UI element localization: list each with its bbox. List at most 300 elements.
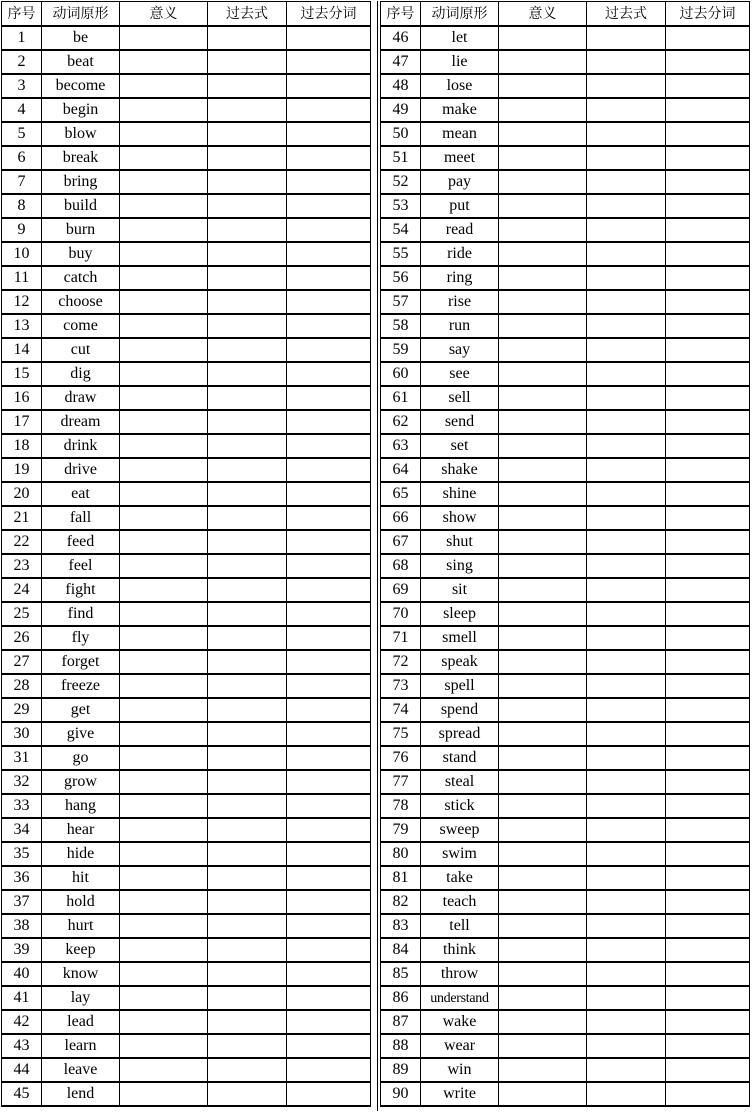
past-tense-cell[interactable]: [208, 530, 287, 554]
meaning-cell[interactable]: [120, 362, 208, 386]
past-tense-cell[interactable]: [587, 890, 666, 914]
past-participle-cell[interactable]: [666, 434, 750, 458]
past-participle-cell[interactable]: [666, 122, 750, 146]
past-tense-cell[interactable]: [208, 674, 287, 698]
meaning-cell[interactable]: [499, 674, 587, 698]
meaning-cell[interactable]: [120, 890, 208, 914]
past-participle-cell[interactable]: [666, 554, 750, 578]
past-tense-cell[interactable]: [208, 578, 287, 602]
past-participle-cell[interactable]: [287, 578, 371, 602]
past-tense-cell[interactable]: [587, 506, 666, 530]
past-tense-cell[interactable]: [587, 50, 666, 74]
past-tense-cell[interactable]: [208, 1058, 287, 1082]
past-participle-cell[interactable]: [666, 146, 750, 170]
past-tense-cell[interactable]: [587, 242, 666, 266]
meaning-cell[interactable]: [120, 506, 208, 530]
table-row: [381, 626, 750, 650]
row-number: 53: [381, 194, 421, 218]
meaning-cell[interactable]: [120, 1058, 208, 1082]
past-participle-cell[interactable]: [666, 242, 750, 266]
past-participle-cell[interactable]: [287, 314, 371, 338]
past-participle-cell[interactable]: [666, 890, 750, 914]
past-participle-cell[interactable]: [666, 50, 750, 74]
past-tense-cell[interactable]: [208, 842, 287, 866]
meaning-cell[interactable]: [120, 1034, 208, 1058]
past-participle-cell[interactable]: [666, 674, 750, 698]
past-participle-cell[interactable]: [666, 746, 750, 770]
past-tense-cell[interactable]: [208, 962, 287, 986]
meaning-cell[interactable]: [499, 194, 587, 218]
past-tense-cell[interactable]: [208, 1082, 287, 1106]
past-tense-cell[interactable]: [208, 746, 287, 770]
meaning-cell[interactable]: [499, 866, 587, 890]
past-participle-cell[interactable]: [287, 842, 371, 866]
meaning-cell[interactable]: [499, 482, 587, 506]
meaning-cell[interactable]: [499, 794, 587, 818]
meaning-cell[interactable]: [120, 482, 208, 506]
meaning-cell[interactable]: [499, 458, 587, 482]
past-participle-cell[interactable]: [666, 818, 750, 842]
table-row: [2, 1010, 371, 1034]
table-row: [381, 554, 750, 578]
meaning-cell[interactable]: [499, 842, 587, 866]
past-participle-cell[interactable]: [666, 506, 750, 530]
past-participle-cell[interactable]: [287, 602, 371, 626]
past-participle-cell[interactable]: [666, 314, 750, 338]
past-tense-cell[interactable]: [587, 314, 666, 338]
meaning-cell[interactable]: [499, 746, 587, 770]
past-tense-cell[interactable]: [208, 146, 287, 170]
past-tense-cell[interactable]: [587, 722, 666, 746]
meaning-cell[interactable]: [499, 722, 587, 746]
meaning-cell[interactable]: [499, 1034, 587, 1058]
meaning-cell[interactable]: [120, 674, 208, 698]
table-row: [381, 602, 750, 626]
past-tense-cell[interactable]: [208, 50, 287, 74]
verb-text: win: [447, 1061, 472, 1078]
row-number: 81: [381, 866, 421, 890]
past-tense-cell[interactable]: [587, 866, 666, 890]
past-tense-cell[interactable]: [587, 98, 666, 122]
past-participle-cell[interactable]: [287, 770, 371, 794]
meaning-cell[interactable]: [499, 386, 587, 410]
past-participle-cell[interactable]: [287, 26, 371, 50]
meaning-cell[interactable]: [120, 122, 208, 146]
past-tense-cell[interactable]: [208, 482, 287, 506]
past-participle-cell[interactable]: [287, 626, 371, 650]
meaning-cell[interactable]: [120, 842, 208, 866]
past-tense-cell[interactable]: [208, 242, 287, 266]
past-tense-cell[interactable]: [208, 1034, 287, 1058]
past-tense-cell[interactable]: [587, 626, 666, 650]
past-tense-cell[interactable]: [208, 26, 287, 50]
meaning-cell[interactable]: [499, 338, 587, 362]
verb-base-form: [421, 818, 499, 842]
meaning-cell[interactable]: [499, 554, 587, 578]
meaning-cell[interactable]: [499, 530, 587, 554]
past-participle-cell[interactable]: [287, 98, 371, 122]
meaning-cell[interactable]: [120, 218, 208, 242]
meaning-cell[interactable]: [120, 818, 208, 842]
past-tense-cell[interactable]: [587, 74, 666, 98]
meaning-cell[interactable]: [499, 650, 587, 674]
past-participle-cell[interactable]: [666, 794, 750, 818]
row-number: 67: [381, 530, 421, 554]
past-participle-cell[interactable]: [287, 290, 371, 314]
past-participle-cell[interactable]: [287, 170, 371, 194]
past-participle-cell[interactable]: [287, 914, 371, 938]
meaning-cell[interactable]: [120, 650, 208, 674]
past-participle-cell[interactable]: [666, 170, 750, 194]
past-participle-cell[interactable]: [666, 866, 750, 890]
meaning-cell[interactable]: [120, 386, 208, 410]
past-tense-cell[interactable]: [208, 794, 287, 818]
meaning-cell[interactable]: [120, 698, 208, 722]
table-row: [2, 842, 371, 866]
past-tense-cell[interactable]: [208, 74, 287, 98]
past-participle-cell[interactable]: [287, 122, 371, 146]
meaning-cell[interactable]: [120, 74, 208, 98]
meaning-cell[interactable]: [120, 914, 208, 938]
meaning-cell[interactable]: [499, 938, 587, 962]
past-participle-cell[interactable]: [287, 1010, 371, 1034]
past-tense-cell[interactable]: [587, 962, 666, 986]
past-participle-cell[interactable]: [666, 1058, 750, 1082]
meaning-cell[interactable]: [120, 578, 208, 602]
meaning-cell[interactable]: [499, 74, 587, 98]
meaning-cell[interactable]: [120, 626, 208, 650]
meaning-cell[interactable]: [120, 1010, 208, 1034]
past-tense-cell[interactable]: [587, 1010, 666, 1034]
meaning-cell[interactable]: [499, 218, 587, 242]
past-participle-cell[interactable]: [287, 506, 371, 530]
meaning-cell[interactable]: [120, 554, 208, 578]
past-participle-cell[interactable]: [666, 842, 750, 866]
past-tense-cell[interactable]: [587, 1058, 666, 1082]
meaning-cell[interactable]: [499, 626, 587, 650]
past-tense-cell[interactable]: [208, 338, 287, 362]
meaning-cell[interactable]: [120, 290, 208, 314]
past-tense-cell[interactable]: [208, 914, 287, 938]
past-tense-cell[interactable]: [208, 890, 287, 914]
past-participle-cell[interactable]: [666, 722, 750, 746]
past-participle-cell[interactable]: [287, 698, 371, 722]
past-tense-cell[interactable]: [587, 818, 666, 842]
past-participle-cell[interactable]: [287, 794, 371, 818]
meaning-cell[interactable]: [499, 914, 587, 938]
meaning-cell[interactable]: [499, 770, 587, 794]
past-participle-cell[interactable]: [666, 218, 750, 242]
past-tense-cell[interactable]: [208, 98, 287, 122]
meaning-cell[interactable]: [120, 50, 208, 74]
past-participle-cell[interactable]: [287, 554, 371, 578]
past-tense-cell[interactable]: [587, 170, 666, 194]
past-participle-cell[interactable]: [666, 98, 750, 122]
past-participle-cell[interactable]: [287, 962, 371, 986]
past-participle-cell[interactable]: [666, 650, 750, 674]
header-verb: 动词原形: [42, 2, 120, 27]
past-participle-cell[interactable]: [287, 530, 371, 554]
row-number: 73: [381, 674, 421, 698]
past-tense-cell[interactable]: [587, 530, 666, 554]
past-tense-cell[interactable]: [587, 938, 666, 962]
past-tense-cell[interactable]: [587, 554, 666, 578]
past-tense-cell[interactable]: [587, 386, 666, 410]
past-participle-cell[interactable]: [287, 674, 371, 698]
past-participle-cell[interactable]: [666, 74, 750, 98]
past-tense-cell[interactable]: [208, 122, 287, 146]
past-participle-cell[interactable]: [287, 74, 371, 98]
meaning-cell[interactable]: [120, 194, 208, 218]
meaning-cell[interactable]: [499, 506, 587, 530]
past-tense-cell[interactable]: [208, 290, 287, 314]
meaning-cell[interactable]: [120, 602, 208, 626]
past-participle-cell[interactable]: [666, 410, 750, 434]
past-tense-cell[interactable]: [587, 746, 666, 770]
meaning-cell[interactable]: [499, 986, 587, 1010]
meaning-cell[interactable]: [120, 722, 208, 746]
past-participle-cell[interactable]: [666, 770, 750, 794]
past-participle-cell[interactable]: [287, 890, 371, 914]
past-tense-cell[interactable]: [208, 602, 287, 626]
past-tense-cell[interactable]: [587, 986, 666, 1010]
past-tense-cell[interactable]: [208, 626, 287, 650]
meaning-cell[interactable]: [120, 98, 208, 122]
past-tense-cell[interactable]: [208, 218, 287, 242]
past-tense-cell[interactable]: [208, 770, 287, 794]
meaning-cell[interactable]: [120, 146, 208, 170]
meaning-cell[interactable]: [499, 698, 587, 722]
past-participle-cell[interactable]: [287, 146, 371, 170]
past-participle-cell[interactable]: [287, 650, 371, 674]
past-tense-cell[interactable]: [208, 314, 287, 338]
verb-text: eat: [71, 485, 90, 502]
meaning-cell[interactable]: [120, 170, 208, 194]
past-participle-cell[interactable]: [287, 1034, 371, 1058]
past-participle-cell[interactable]: [287, 722, 371, 746]
past-participle-cell[interactable]: [666, 1010, 750, 1034]
verb-base-form: [42, 938, 120, 962]
past-participle-cell[interactable]: [287, 386, 371, 410]
past-tense-cell[interactable]: [208, 506, 287, 530]
meaning-cell[interactable]: [499, 1058, 587, 1082]
past-participle-cell[interactable]: [666, 578, 750, 602]
past-tense-cell[interactable]: [587, 482, 666, 506]
verb-base-form: [42, 290, 120, 314]
meaning-cell[interactable]: [120, 770, 208, 794]
past-tense-cell[interactable]: [587, 698, 666, 722]
meaning-cell[interactable]: [499, 1010, 587, 1034]
past-tense-cell[interactable]: [587, 1082, 666, 1106]
past-participle-cell[interactable]: [666, 1034, 750, 1058]
table-row: [2, 74, 371, 98]
past-tense-cell[interactable]: [587, 410, 666, 434]
past-tense-cell[interactable]: [587, 1034, 666, 1058]
past-participle-cell[interactable]: [666, 362, 750, 386]
meaning-cell[interactable]: [120, 266, 208, 290]
past-tense-cell[interactable]: [208, 986, 287, 1010]
past-tense-cell[interactable]: [208, 866, 287, 890]
past-tense-cell[interactable]: [208, 650, 287, 674]
meaning-cell[interactable]: [120, 410, 208, 434]
past-tense-cell[interactable]: [208, 386, 287, 410]
meaning-cell[interactable]: [499, 290, 587, 314]
past-tense-cell[interactable]: [587, 770, 666, 794]
past-participle-cell[interactable]: [666, 914, 750, 938]
verb-text: cut: [70, 341, 91, 358]
meaning-cell[interactable]: [499, 266, 587, 290]
past-participle-cell[interactable]: [287, 458, 371, 482]
past-tense-cell[interactable]: [587, 602, 666, 626]
past-participle-cell[interactable]: [287, 410, 371, 434]
past-participle-cell[interactable]: [287, 266, 371, 290]
meaning-cell[interactable]: [499, 98, 587, 122]
verb-text: break: [62, 149, 99, 166]
meaning-cell[interactable]: [499, 314, 587, 338]
past-tense-cell[interactable]: [587, 194, 666, 218]
row-number: 31: [2, 746, 42, 770]
past-participle-cell[interactable]: [287, 338, 371, 362]
past-tense-cell[interactable]: [587, 650, 666, 674]
past-tense-cell[interactable]: [587, 122, 666, 146]
verb-base-form: [421, 746, 499, 770]
verb-text: wake: [442, 1013, 477, 1030]
past-tense-cell[interactable]: [587, 146, 666, 170]
meaning-cell[interactable]: [120, 314, 208, 338]
table-row: [2, 386, 371, 410]
past-participle-cell[interactable]: [666, 266, 750, 290]
past-tense-cell[interactable]: [208, 410, 287, 434]
past-tense-cell[interactable]: [208, 194, 287, 218]
past-participle-cell[interactable]: [666, 698, 750, 722]
verb-base-form: [42, 698, 120, 722]
past-tense-cell[interactable]: [587, 914, 666, 938]
past-tense-cell[interactable]: [208, 1010, 287, 1034]
table-row: [2, 578, 371, 602]
past-tense-cell[interactable]: [587, 578, 666, 602]
past-tense-cell[interactable]: [208, 818, 287, 842]
past-tense-cell[interactable]: [208, 938, 287, 962]
meaning-cell[interactable]: [120, 962, 208, 986]
past-participle-cell[interactable]: [287, 1058, 371, 1082]
meaning-cell[interactable]: [499, 26, 587, 50]
meaning-cell[interactable]: [499, 962, 587, 986]
meaning-cell[interactable]: [499, 434, 587, 458]
meaning-cell[interactable]: [120, 866, 208, 890]
past-participle-cell[interactable]: [287, 986, 371, 1010]
past-participle-cell[interactable]: [287, 1082, 371, 1106]
meaning-cell[interactable]: [499, 578, 587, 602]
past-tense-cell[interactable]: [208, 722, 287, 746]
past-participle-cell[interactable]: [666, 290, 750, 314]
past-participle-cell[interactable]: [666, 26, 750, 50]
meaning-cell[interactable]: [499, 890, 587, 914]
meaning-cell[interactable]: [120, 458, 208, 482]
left-verb-table: [1, 1, 371, 1107]
past-participle-cell[interactable]: [666, 530, 750, 554]
past-participle-cell[interactable]: [287, 866, 371, 890]
meaning-cell[interactable]: [499, 1082, 587, 1106]
past-participle-cell[interactable]: [666, 194, 750, 218]
past-participle-cell[interactable]: [666, 938, 750, 962]
meaning-cell[interactable]: [499, 602, 587, 626]
past-tense-cell[interactable]: [587, 458, 666, 482]
meaning-cell[interactable]: [120, 434, 208, 458]
past-tense-cell[interactable]: [587, 218, 666, 242]
past-participle-cell[interactable]: [287, 938, 371, 962]
past-tense-cell[interactable]: [208, 554, 287, 578]
past-tense-cell[interactable]: [208, 434, 287, 458]
meaning-cell[interactable]: [499, 122, 587, 146]
past-participle-cell[interactable]: [666, 338, 750, 362]
past-tense-cell[interactable]: [587, 26, 666, 50]
past-tense-cell[interactable]: [208, 266, 287, 290]
past-participle-cell[interactable]: [666, 386, 750, 410]
past-tense-cell[interactable]: [208, 458, 287, 482]
meaning-cell[interactable]: [499, 146, 587, 170]
past-participle-cell[interactable]: [287, 482, 371, 506]
past-tense-cell[interactable]: [208, 362, 287, 386]
past-tense-cell[interactable]: [208, 170, 287, 194]
row-number: 47: [381, 50, 421, 74]
past-participle-cell[interactable]: [287, 818, 371, 842]
past-tense-cell[interactable]: [587, 674, 666, 698]
past-participle-cell[interactable]: [287, 194, 371, 218]
past-tense-cell[interactable]: [587, 842, 666, 866]
meaning-cell[interactable]: [499, 50, 587, 74]
past-participle-cell[interactable]: [666, 986, 750, 1010]
past-participle-cell[interactable]: [666, 962, 750, 986]
past-participle-cell[interactable]: [666, 482, 750, 506]
meaning-cell[interactable]: [499, 362, 587, 386]
meaning-cell[interactable]: [499, 818, 587, 842]
meaning-cell[interactable]: [499, 410, 587, 434]
past-tense-cell[interactable]: [587, 290, 666, 314]
meaning-cell[interactable]: [120, 26, 208, 50]
past-tense-cell[interactable]: [208, 698, 287, 722]
past-tense-cell[interactable]: [587, 794, 666, 818]
meaning-cell[interactable]: [120, 794, 208, 818]
past-participle-cell[interactable]: [666, 626, 750, 650]
verb-text: be: [72, 29, 89, 46]
past-participle-cell[interactable]: [287, 746, 371, 770]
meaning-cell[interactable]: [120, 938, 208, 962]
past-participle-cell[interactable]: [666, 1082, 750, 1106]
past-tense-cell[interactable]: [587, 362, 666, 386]
meaning-cell[interactable]: [499, 242, 587, 266]
past-participle-cell[interactable]: [666, 458, 750, 482]
meaning-cell[interactable]: [120, 242, 208, 266]
past-participle-cell[interactable]: [287, 50, 371, 74]
past-participle-cell[interactable]: [666, 602, 750, 626]
left-table-body: [2, 26, 371, 1106]
table-row: [2, 698, 371, 722]
meaning-cell[interactable]: [499, 170, 587, 194]
past-tense-cell[interactable]: [587, 434, 666, 458]
meaning-cell[interactable]: [120, 746, 208, 770]
past-tense-cell[interactable]: [587, 266, 666, 290]
meaning-cell[interactable]: [120, 338, 208, 362]
meaning-cell[interactable]: [120, 986, 208, 1010]
past-participle-cell[interactable]: [287, 362, 371, 386]
meaning-cell[interactable]: [120, 530, 208, 554]
past-participle-cell[interactable]: [287, 218, 371, 242]
past-participle-cell[interactable]: [287, 434, 371, 458]
table-row: [2, 626, 371, 650]
past-participle-cell[interactable]: [287, 242, 371, 266]
past-tense-cell[interactable]: [587, 338, 666, 362]
meaning-cell[interactable]: [120, 1082, 208, 1106]
